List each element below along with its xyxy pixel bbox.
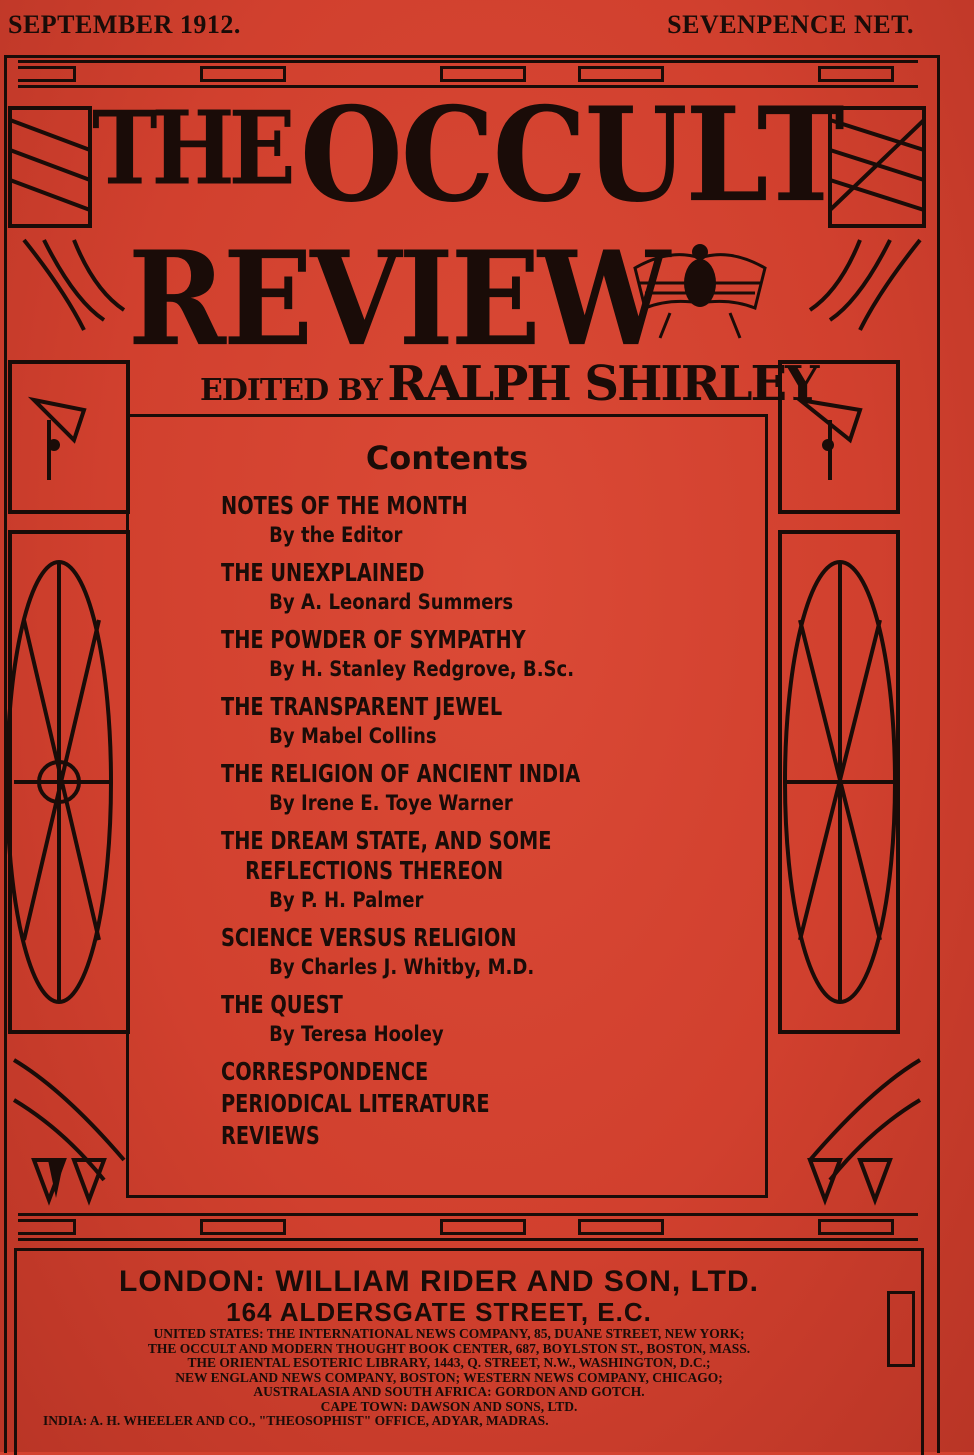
article-author: By Teresa Hooley (269, 1022, 444, 1046)
list-item (221, 1121, 761, 1151)
agent-line: NEW ENGLAND NEWS COMPANY, BOSTON; WESTERN NEWS COMPANY, CHICAGO; (175, 1369, 723, 1385)
contents-heading: Contents (365, 439, 529, 477)
left-ornament-icon (4, 100, 130, 1210)
editor-credit (200, 356, 817, 412)
article-title-continued: REFLECTIONS THEREON (245, 856, 504, 885)
publisher-imprint (14, 1248, 924, 1455)
edited-by-label: EDITED BY (200, 373, 382, 408)
article-title: CORRESPONDENCE (221, 1057, 429, 1086)
article-author: By Charles J. Whitby, M.D. (269, 955, 535, 979)
article-author: By A. Leonard Summers (269, 590, 514, 614)
contents-panel (126, 414, 768, 1198)
article-author: By H. Stanley Redgrove, B.Sc. (269, 657, 575, 681)
list-item (221, 1089, 761, 1119)
editor-name: RALPH SHIRLEY (387, 356, 818, 412)
article-title: THE QUEST (221, 990, 343, 1019)
article-author: By P. H. Palmer (269, 888, 424, 912)
article-title: THE RELIGION OF ANCIENT INDIA (221, 759, 581, 788)
article-title: THE POWDER OF SYMPATHY (221, 625, 526, 654)
spine-slot-ornament (887, 1291, 915, 1367)
article-title: PERIODICAL LITERATURE (221, 1089, 490, 1118)
list-item (221, 826, 761, 915)
publisher-name: LONDON: WILLIAM RIDER AND SON, LTD. (119, 1265, 759, 1298)
list-item (221, 692, 761, 751)
title-the: THE (92, 88, 290, 208)
agents-list (37, 1327, 861, 1429)
article-title: THE TRANSPARENT JEWEL (221, 692, 503, 721)
list-item (221, 990, 761, 1049)
agent-line: CAPE TOWN: DAWSON AND SONS, LTD. (320, 1398, 578, 1414)
list-item (221, 625, 761, 684)
list-item (221, 1057, 761, 1087)
list-item (221, 923, 761, 982)
agent-line: AUSTRALASIA AND SOUTH AFRICA: GORDON AND GOTCH. (253, 1384, 645, 1399)
article-author: By Irene E. Toye Warner (269, 791, 513, 815)
article-author: By the Editor (269, 523, 403, 547)
article-title: NOTES OF THE MONTH (221, 491, 468, 520)
article-title: REVIEWS (221, 1121, 320, 1150)
article-title: SCIENCE VERSUS RELIGION (221, 923, 517, 952)
contents-list (221, 491, 761, 1159)
price: SEVENPENCE NET. (667, 10, 914, 39)
list-item (221, 558, 761, 617)
bottom-ornament-band (18, 1213, 918, 1241)
article-title: THE UNEXPLAINED (221, 558, 425, 587)
agent-line: THE ORIENTAL ESOTERIC LIBRARY, 1443, Q. STREET, N.W., WASHINGTON, D.C.; (187, 1355, 711, 1370)
title-review: REVIEW (128, 222, 668, 375)
article-title: THE DREAM STATE, AND SOME (221, 826, 552, 855)
right-ornament-icon (770, 100, 930, 1210)
publisher-address: 164 ALDERSGATE STREET, E.C. (226, 1297, 652, 1327)
article-author: By Mabel Collins (269, 724, 437, 748)
list-item (221, 759, 761, 818)
issue-date: SEPTEMBER 1912. (8, 10, 241, 39)
title-occult: OCCULT (300, 78, 843, 231)
agent-line: THE OCCULT AND MODERN THOUGHT BOOK CENTER, 687, BOYLSTON ST., BOSTON, MASS. (147, 1340, 751, 1356)
list-item (221, 491, 761, 550)
agent-line: INDIA: A. H. WHEELER AND CO., "THEOSOPHIST" OFFICE, ADYAR, MADRAS. (43, 1413, 549, 1428)
agent-line: UNITED STATES: THE INTERNATIONAL NEWS COMPANY, 85, DUANE STREET, NEW YORK; (153, 1326, 745, 1341)
